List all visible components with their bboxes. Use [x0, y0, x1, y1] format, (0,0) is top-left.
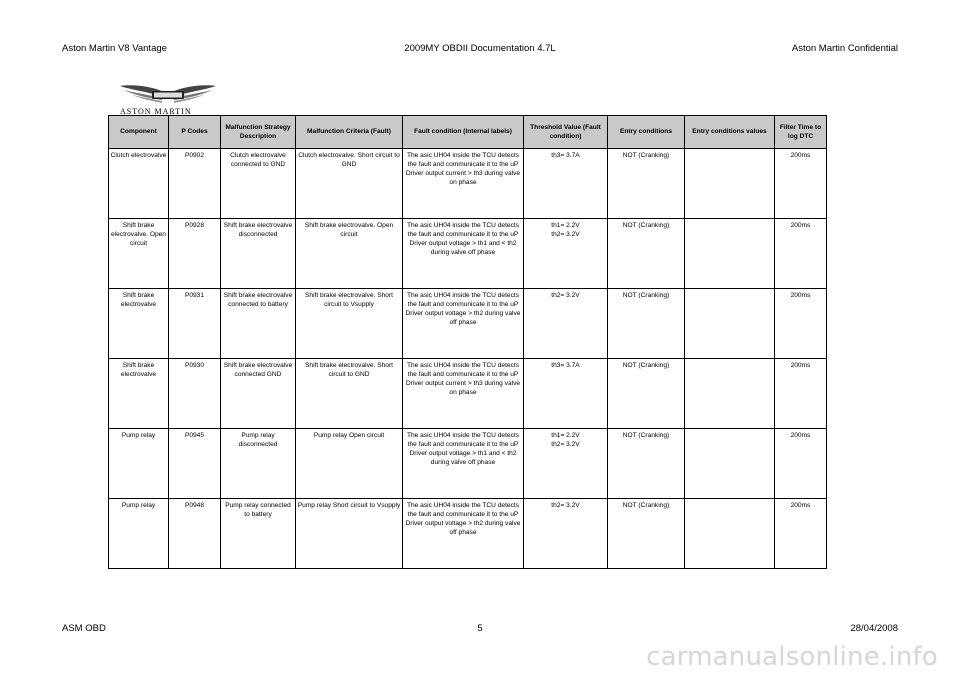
col-p-codes: P Codes [169, 116, 221, 149]
cell-strategy: Clutch electrovalve connected to GND [221, 149, 296, 219]
table-row [109, 289, 827, 359]
cell-entry-conditions: NOT (Cranking) [608, 499, 685, 569]
table-row [109, 499, 827, 569]
cell-component: Shift brake electrovalve. Open circuit [109, 219, 169, 289]
cell-filter-time: 200ms [775, 359, 827, 429]
cell-criteria: Pump relay Open circuit [296, 429, 403, 499]
table-row [109, 429, 827, 499]
cell-fault-condition: The asic UH04 inside the TCU detects the fault and communicate it to the uP Driver output voltage > th1 and < th2 during valve off phase [403, 219, 524, 289]
table-row [109, 359, 827, 429]
cell-fault-condition: The asic UH04 inside the TCU detects the fault and communicate it to the uP Driver output voltage > th2 during valve off phase [403, 499, 524, 569]
cell-strategy: Shift brake electrovalve connected GND [221, 359, 296, 429]
table-row [109, 219, 827, 289]
cell-entry-conditions: NOT (Cranking) [608, 429, 685, 499]
cell-filter-time: 200ms [775, 429, 827, 499]
cell-filter-time: 200ms [775, 149, 827, 219]
cell-threshold: th2= 3.2V [524, 499, 608, 569]
cell-entry-values [685, 149, 775, 219]
cell-p-code: P0931 [169, 289, 221, 359]
cell-entry-conditions: NOT (Cranking) [608, 219, 685, 289]
cell-fault-condition: The asic UH04 inside the TCU detects the fault and communicate it to the uP Driver output voltage > th1 and < th2 during valve off phase [403, 429, 524, 499]
cell-threshold: th1= 2.2V th2= 3.2V [524, 429, 608, 499]
cell-strategy: Pump relay disconnected [221, 429, 296, 499]
header-right: Aston Martin Confidential [791, 43, 898, 54]
col-threshold-value: Threshold Value (Fault condition) [524, 116, 608, 149]
cell-entry-values [685, 499, 775, 569]
page-number: 5 [477, 623, 483, 634]
cell-strategy: Pump relay connected to battery [221, 499, 296, 569]
cell-criteria: Shift brake electrovalve. Short circuit to GND [296, 359, 403, 429]
cell-component: Shift brake electrovalve [109, 359, 169, 429]
cell-fault-condition: The asic UH04 inside the TCU detects the fault and communicate it to the uP Driver output current > th3 during valve on phase [403, 149, 524, 219]
cell-strategy: Shift brake electrovalve disconnected [221, 219, 296, 289]
logo-wordmark: ASTON MARTIN [120, 107, 192, 116]
cell-criteria: Clutch electrovalve. Short circuit to GND [296, 149, 403, 219]
cell-threshold: th3= 3.7A [524, 149, 608, 219]
footer-left: ASM OBD [62, 623, 106, 634]
cell-fault-condition: The asic UH04 inside the TCU detects the fault and communicate it to the uP Driver output voltage > th2 during valve off phase [403, 289, 524, 359]
cell-criteria: Pump relay Short circuit to Vsupply [296, 499, 403, 569]
footer-date: 28/04/2008 [850, 623, 898, 634]
cell-entry-conditions: NOT (Cranking) [608, 149, 685, 219]
cell-fault-condition: The asic UH04 inside the TCU detects the fault and communicate it to the uP Driver output current > th3 during valve on phase [403, 359, 524, 429]
table-row [109, 149, 827, 219]
col-fault-condition: Fault condition (Internal labels) [403, 116, 524, 149]
cell-entry-conditions: NOT (Cranking) [608, 289, 685, 359]
col-entry-conditions-values: Entry conditions values [685, 116, 775, 149]
cell-entry-values [685, 429, 775, 499]
header-title: 2009MY OBDII Documentation 4.7L [404, 43, 556, 54]
cell-criteria: Shift brake electrovalve. Open circuit [296, 219, 403, 289]
col-entry-conditions: Entry conditions [608, 116, 685, 149]
cell-p-code: P0928 [169, 219, 221, 289]
cell-component: Pump relay [109, 499, 169, 569]
cell-criteria: Shift brake electrovalve. Short circuit to Vsupply [296, 289, 403, 359]
cell-filter-time: 200ms [775, 499, 827, 569]
cell-p-code: P0902 [169, 149, 221, 219]
cell-component: Pump relay [109, 429, 169, 499]
cell-component: Clutch electrovalve [109, 149, 169, 219]
watermark: carmanualsonline.info [646, 642, 938, 672]
col-malfunction-criteria: Malfunction Criteria (Fault) [296, 116, 403, 149]
cell-threshold: th2= 3.2V [524, 289, 608, 359]
cell-entry-conditions: NOT (Cranking) [608, 359, 685, 429]
cell-threshold: th3= 3.7A [524, 359, 608, 429]
cell-filter-time: 200ms [775, 289, 827, 359]
col-component: Component [109, 116, 169, 149]
cell-p-code: P0945 [169, 429, 221, 499]
cell-component: Shift brake electrovalve [109, 289, 169, 359]
cell-strategy: Shift brake electrovalve connected to battery [221, 289, 296, 359]
cell-entry-values [685, 289, 775, 359]
cell-threshold: th1= 2.2V th2= 3.2V [524, 219, 608, 289]
cell-entry-values [685, 219, 775, 289]
cell-p-code: P0948 [169, 499, 221, 569]
col-filter-time: Filter Time to log DTC [775, 116, 827, 149]
cell-filter-time: 200ms [775, 219, 827, 289]
cell-p-code: P0930 [169, 359, 221, 429]
col-malfunction-strategy: Malfunction Strategy Description [221, 116, 296, 149]
table-header-row [109, 116, 827, 149]
header-left: Aston Martin V8 Vantage [62, 43, 167, 54]
obd-table [108, 115, 827, 569]
cell-entry-values [685, 359, 775, 429]
